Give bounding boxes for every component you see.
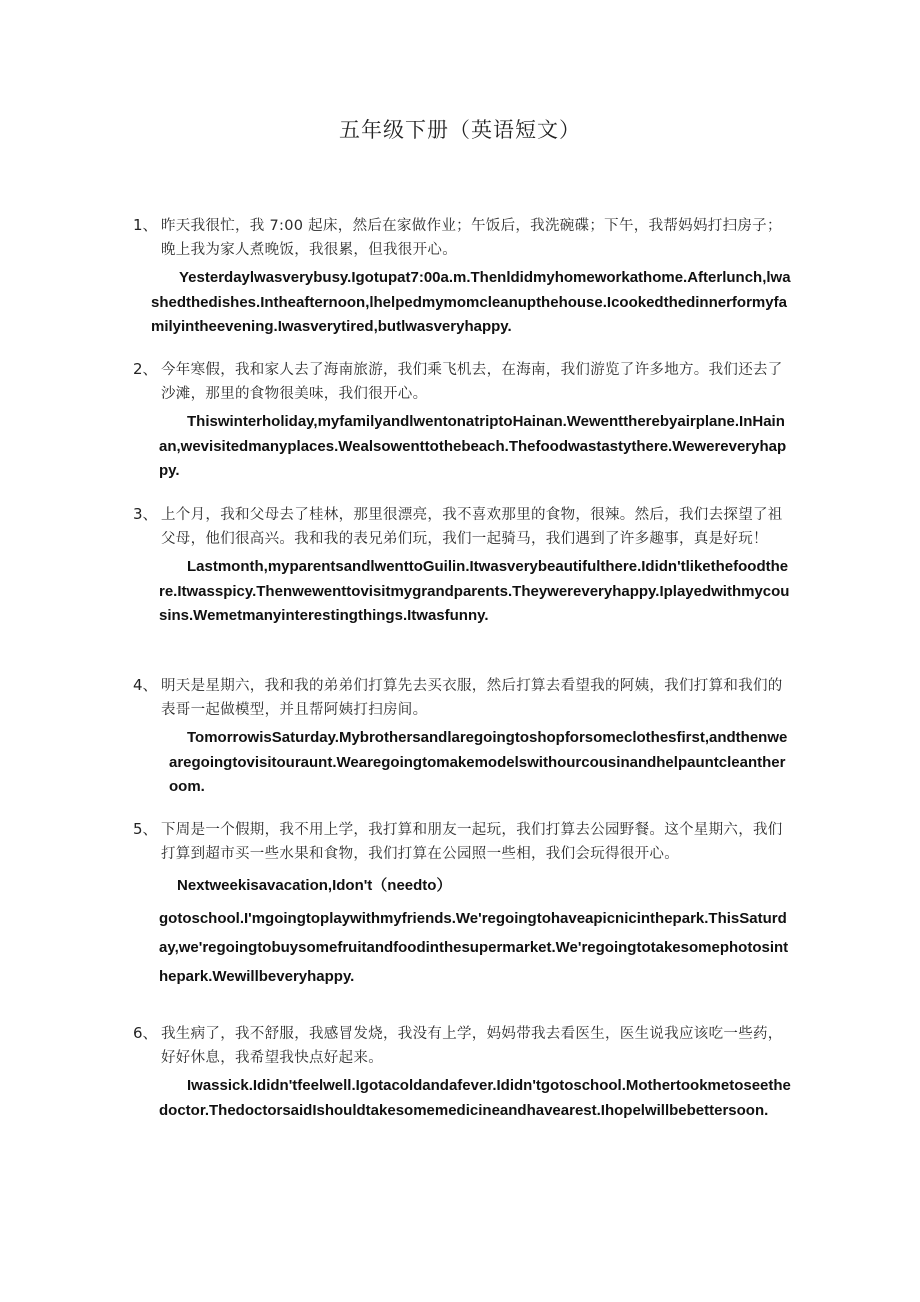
passage-english: Yesterdaylwasverybusy.Igotupat7:00a.m.Thenldidmyhomeworkathome.Afterlunch,lwashedthedishes.Intheafternoon,lhelpedmymomcleanupthehouse.Icookedthedinnerformyfamilyintheevening.Iwasverytired,butlwasveryhappy. <box>151 269 791 335</box>
passage-chinese: 我生病了，我不舒服，我感冒发烧，我没有上学，妈妈带我去看医生，医生说我应该吃一些药，好好休息，我希望我快点好起来。 <box>161 1026 783 1066</box>
passage-3 <box>133 503 793 629</box>
page-title: 五年级下册（英语短文） <box>339 118 581 142</box>
passage-number: 4、 <box>133 676 158 694</box>
passage-number: 2、 <box>133 360 158 378</box>
passage-english: Thiswinterholiday,myfamilyandlwentonatriptoHainan.Wewenttherebyairplane.InHainan,wevisitedmanyplaces.Wealsowenttothebeach.Thefoodwastastythere.Wewereveryhappy. <box>159 413 787 479</box>
passage-chinese: 明天是星期六，我和我的弟弟们打算先去买衣服，然后打算去看望我的阿姨，我们打算和我们的表哥一起做模型，并且帮阿姨打扫房间。 <box>161 678 783 718</box>
passage-number: 5、 <box>133 820 158 838</box>
passage-6 <box>133 1022 793 1123</box>
passage-english-first-line: Nextweekisavacation,Idon't（needto） <box>177 877 452 894</box>
passage-2 <box>133 358 793 484</box>
passage-4 <box>133 674 793 800</box>
passage-5 <box>133 818 793 991</box>
passage-english: Iwassick.Ididn'tfeelwell.Igotacoldandafever.Ididn'tgotoschool.Mothertookmetoseethedoctor.ThedoctorsaidIshouldtakesomemedicineandhavearest.Ihopelwillbebettersoon. <box>159 1077 791 1119</box>
passage-number: 3、 <box>133 505 158 523</box>
passage-english: gotoschool.I'mgoingtoplaywithmyfriends.We'regoingtohaveapicnicinthepark.ThisSaturday,we'regoingtobuysomefruitandfoodinthesupermarket.We'regoingtotakesomephotosinthepark.Wewillbeveryhappy. <box>159 910 789 985</box>
passage-chinese: 昨天我很忙，我 7:00 起床，然后在家做作业；午饭后，我洗碗碟；下午，我帮妈妈打扫房子；晚上我为家人煮晚饭，我很累，但我很开心。 <box>161 218 782 258</box>
passage-english: TomorrowisSaturday.Mybrothersandlaregoingtoshopforsomeclothesfirst,andthenwearegoingtovisitouraunt.Wearegoingtomakemodelswithourcousinandhelpauntcleantheroom. <box>169 729 788 795</box>
passage-1 <box>133 214 793 340</box>
passage-number: 1、 <box>133 216 158 234</box>
passage-chinese: 下周是一个假期，我不用上学，我打算和朋友一起玩，我们打算去公园野餐。这个星期六，我们打算到超市买一些水果和食物，我们打算在公园照一些相，我们会玩得很开心。 <box>161 822 783 862</box>
passage-number: 6、 <box>133 1024 158 1042</box>
passage-chinese: 今年寒假，我和家人去了海南旅游，我们乘飞机去，在海南，我们游览了许多地方。我们还去了沙滩，那里的食物很美味，我们很开心。 <box>161 362 783 402</box>
passage-chinese: 上个月，我和父母去了桂林，那里很漂亮，我不喜欢那里的食物，很辣。然后，我们去探望了祖父母，他们很高兴。我和我的表兄弟们玩，我们一起骑马，我们遇到了许多趣事，真是好玩！ <box>161 507 783 547</box>
passage-english: Lastmonth,myparentsandlwenttoGuilin.Itwasverybeautifulthere.Ididn'tlikethefoodthere.Itwasspicy.Thenwewenttovisitmygrandparents.Theywereveryhappy.Iplayedwithmycousins.Wemetmanyinterestingthings.Itwasfunny. <box>159 558 790 624</box>
